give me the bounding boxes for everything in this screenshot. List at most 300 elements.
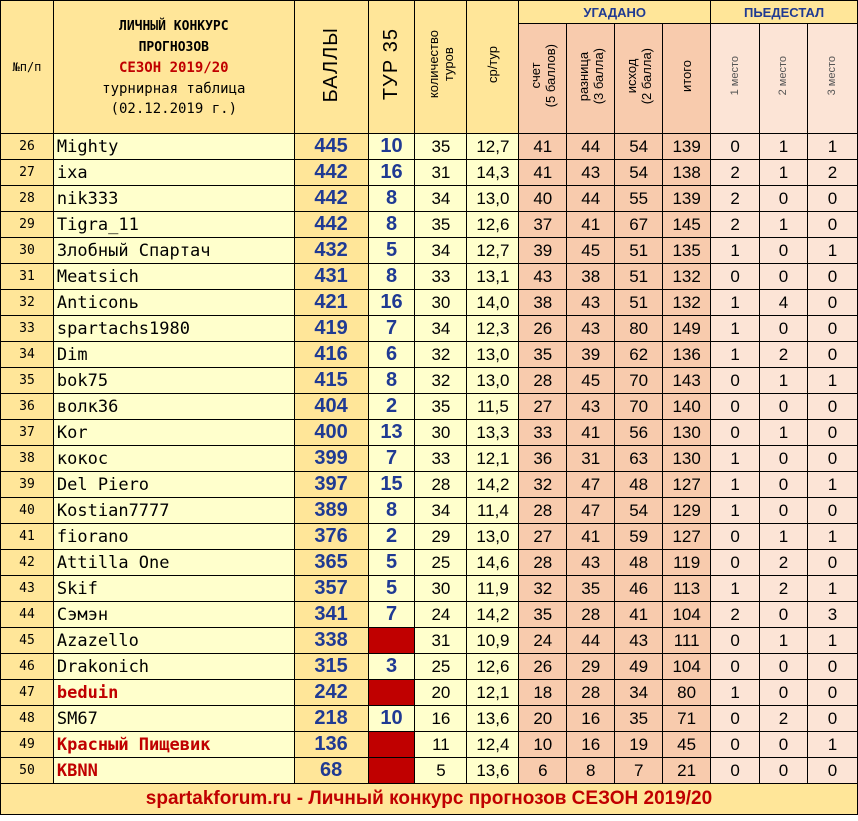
tours-count-cell: 25 (415, 654, 467, 680)
points-cell: 421 (294, 290, 368, 316)
table-row (1, 342, 858, 368)
tour-score-cell: 7 (368, 316, 415, 342)
standings-body (1, 134, 858, 784)
header-avg (467, 1, 519, 134)
total-guessed-cell: 130 (663, 420, 711, 446)
points-cell: 400 (294, 420, 368, 446)
outcome-guessed-cell: 54 (615, 160, 663, 186)
total-guessed-cell: 127 (663, 472, 711, 498)
table-row (1, 420, 858, 446)
place2-count-cell: 1 (760, 628, 808, 654)
avg-per-tour-cell: 14,6 (467, 550, 519, 576)
row-number: 47 (1, 680, 54, 706)
header-diff (567, 24, 615, 134)
avg-per-tour-cell: 13,3 (467, 420, 519, 446)
points-cell: 404 (294, 394, 368, 420)
header-place2-label: 2 место (777, 56, 790, 96)
total-guessed-cell: 135 (663, 238, 711, 264)
row-number: 42 (1, 550, 54, 576)
avg-per-tour-cell: 14,3 (467, 160, 519, 186)
row-number: 43 (1, 576, 54, 602)
header-points (294, 1, 368, 134)
outcome-guessed-cell: 7 (615, 758, 663, 784)
score-guessed-cell: 41 (519, 160, 567, 186)
place1-count-cell: 0 (711, 368, 760, 394)
outcome-guessed-cell: 48 (615, 550, 663, 576)
participant-name: Kostian7777 (53, 498, 294, 524)
diff-guessed-cell: 41 (567, 420, 615, 446)
header-diff-line2: (3 балла) (590, 47, 606, 105)
place2-count-cell: 0 (760, 186, 808, 212)
tours-count-cell: 35 (415, 394, 467, 420)
diff-guessed-cell: 16 (567, 732, 615, 758)
place1-count-cell: 1 (711, 446, 760, 472)
tour-score-cell: 5 (368, 550, 415, 576)
tour-score-cell: 8 (368, 498, 415, 524)
place3-count-cell: 0 (807, 186, 857, 212)
points-cell: 242 (294, 680, 368, 706)
table-row (1, 238, 858, 264)
place3-count-cell: 0 (807, 654, 857, 680)
tour-score-cell: 2 (368, 524, 415, 550)
place1-count-cell: 0 (711, 134, 760, 160)
tour-score-cell: 8 (368, 368, 415, 394)
diff-guessed-cell: 44 (567, 134, 615, 160)
header-tours-count (415, 1, 467, 134)
score-guessed-cell: 27 (519, 524, 567, 550)
avg-per-tour-cell: 13,6 (467, 706, 519, 732)
outcome-guessed-cell: 67 (615, 212, 663, 238)
header-guessed-group: УГАДАНО (519, 1, 711, 24)
tours-count-cell: 33 (415, 446, 467, 472)
row-number: 39 (1, 472, 54, 498)
place3-count-cell: 1 (807, 524, 857, 550)
tour-score-cell: 8 (368, 264, 415, 290)
avg-per-tour-cell: 13,1 (467, 264, 519, 290)
participant-name: Злобный Спартач (53, 238, 294, 264)
tour-score-cell: 3 (368, 654, 415, 680)
header-podium-group: ПЬЕДЕСТАЛ (711, 1, 858, 24)
place1-count-cell: 0 (711, 264, 760, 290)
tours-count-cell: 35 (415, 212, 467, 238)
place3-count-cell: 0 (807, 264, 857, 290)
outcome-guessed-cell: 49 (615, 654, 663, 680)
header-place2 (760, 24, 808, 134)
outcome-guessed-cell: 41 (615, 602, 663, 628)
place1-count-cell: 0 (711, 420, 760, 446)
place3-count-cell: 3 (807, 602, 857, 628)
place3-count-cell: 0 (807, 680, 857, 706)
outcome-guessed-cell: 51 (615, 264, 663, 290)
place1-count-cell: 0 (711, 758, 760, 784)
points-cell: 357 (294, 576, 368, 602)
header-outcome-line2: (2 балла) (638, 47, 654, 105)
total-guessed-cell: 132 (663, 264, 711, 290)
diff-guessed-cell: 44 (567, 628, 615, 654)
participant-name: KBNN (53, 758, 294, 784)
diff-guessed-cell: 43 (567, 550, 615, 576)
row-number: 41 (1, 524, 54, 550)
header-date: (02.12.2019 г.) (110, 100, 238, 117)
diff-guessed-cell: 43 (567, 290, 615, 316)
table-row (1, 394, 858, 420)
total-guessed-cell: 139 (663, 134, 711, 160)
row-number: 48 (1, 706, 54, 732)
place2-count-cell: 1 (760, 212, 808, 238)
place2-count-cell: 1 (760, 420, 808, 446)
footer-caption: spartakforum.ru - Личный конкурс прогнозов СЕЗОН 2019/20 (1, 784, 858, 815)
score-guessed-cell: 35 (519, 602, 567, 628)
place1-count-cell: 1 (711, 316, 760, 342)
total-guessed-cell: 104 (663, 654, 711, 680)
total-guessed-cell: 149 (663, 316, 711, 342)
total-guessed-cell: 136 (663, 342, 711, 368)
participant-name: волк36 (53, 394, 294, 420)
avg-per-tour-cell: 12,3 (467, 316, 519, 342)
points-cell: 399 (294, 446, 368, 472)
score-guessed-cell: 24 (519, 628, 567, 654)
avg-per-tour-cell: 12,6 (467, 212, 519, 238)
score-guessed-cell: 32 (519, 472, 567, 498)
diff-guessed-cell: 47 (567, 498, 615, 524)
score-guessed-cell: 28 (519, 368, 567, 394)
header-total-label: итого (679, 60, 695, 92)
tours-count-cell: 30 (415, 420, 467, 446)
tours-count-cell: 24 (415, 602, 467, 628)
place3-count-cell: 0 (807, 212, 857, 238)
place1-count-cell: 1 (711, 472, 760, 498)
place3-count-cell: 0 (807, 498, 857, 524)
tour-score-cell: 10 (368, 706, 415, 732)
header-subtitle: турнирная таблица (102, 80, 246, 97)
outcome-guessed-cell: 51 (615, 238, 663, 264)
avg-per-tour-cell: 12,1 (467, 680, 519, 706)
table-row (1, 524, 858, 550)
row-number: 26 (1, 134, 54, 160)
tours-count-cell: 30 (415, 576, 467, 602)
participant-name: beduin (53, 680, 294, 706)
participant-name: spartachs1980 (53, 316, 294, 342)
diff-guessed-cell: 8 (567, 758, 615, 784)
header-total (663, 24, 711, 134)
table-row (1, 316, 858, 342)
tours-count-cell: 32 (415, 342, 467, 368)
place2-count-cell: 1 (760, 368, 808, 394)
points-cell: 415 (294, 368, 368, 394)
place3-count-cell: 1 (807, 368, 857, 394)
participant-name: Skif (53, 576, 294, 602)
points-cell: 432 (294, 238, 368, 264)
header-diff-label (576, 48, 606, 104)
tours-count-cell: 11 (415, 732, 467, 758)
row-number: 32 (1, 290, 54, 316)
row-number: 29 (1, 212, 54, 238)
header-title-line1: ЛИЧНЫЙ КОНКУРС (119, 18, 229, 34)
score-guessed-cell: 41 (519, 134, 567, 160)
points-cell: 376 (294, 524, 368, 550)
outcome-guessed-cell: 70 (615, 368, 663, 394)
outcome-guessed-cell: 80 (615, 316, 663, 342)
place2-count-cell: 1 (760, 134, 808, 160)
place3-count-cell: 1 (807, 628, 857, 654)
total-guessed-cell: 119 (663, 550, 711, 576)
place3-count-cell: 1 (807, 576, 857, 602)
header-diff-line1: разница (575, 51, 591, 101)
points-cell: 136 (294, 732, 368, 758)
tour-score-cell: 5 (368, 576, 415, 602)
diff-guessed-cell: 39 (567, 342, 615, 368)
diff-guessed-cell: 44 (567, 186, 615, 212)
points-cell: 338 (294, 628, 368, 654)
place2-count-cell: 0 (760, 758, 808, 784)
points-cell: 365 (294, 550, 368, 576)
total-guessed-cell: 45 (663, 732, 711, 758)
diff-guessed-cell: 43 (567, 160, 615, 186)
score-guessed-cell: 26 (519, 654, 567, 680)
header-tour (368, 1, 415, 134)
place2-count-cell: 4 (760, 290, 808, 316)
avg-per-tour-cell: 10,9 (467, 628, 519, 654)
tours-count-cell: 34 (415, 186, 467, 212)
points-cell: 389 (294, 498, 368, 524)
avg-per-tour-cell: 14,0 (467, 290, 519, 316)
row-number: 31 (1, 264, 54, 290)
table-row (1, 550, 858, 576)
avg-per-tour-cell: 11,4 (467, 498, 519, 524)
points-cell: 442 (294, 212, 368, 238)
place2-count-cell: 0 (760, 602, 808, 628)
header-outcome (615, 24, 663, 134)
diff-guessed-cell: 41 (567, 524, 615, 550)
header-avg-label: ср/тур (485, 45, 501, 84)
avg-per-tour-cell: 13,0 (467, 524, 519, 550)
table-row (1, 602, 858, 628)
row-number: 28 (1, 186, 54, 212)
diff-guessed-cell: 43 (567, 316, 615, 342)
score-guessed-cell: 26 (519, 316, 567, 342)
diff-guessed-cell: 45 (567, 368, 615, 394)
table-row (1, 758, 858, 784)
participant-name: Tigra_11 (53, 212, 294, 238)
tours-count-cell: 32 (415, 368, 467, 394)
tour-score-cell (368, 628, 415, 654)
score-guessed-cell: 32 (519, 576, 567, 602)
participant-name: Anticonь (53, 290, 294, 316)
diff-guessed-cell: 45 (567, 238, 615, 264)
place2-count-cell: 0 (760, 264, 808, 290)
place1-count-cell: 0 (711, 628, 760, 654)
table-row (1, 576, 858, 602)
place1-count-cell: 1 (711, 498, 760, 524)
score-guessed-cell: 36 (519, 446, 567, 472)
tour-score-cell: 10 (368, 134, 415, 160)
tours-count-cell: 25 (415, 550, 467, 576)
participant-name: Meatsich (53, 264, 294, 290)
place1-count-cell: 0 (711, 706, 760, 732)
points-cell: 431 (294, 264, 368, 290)
participant-name: Drakonich (53, 654, 294, 680)
place3-count-cell: 0 (807, 342, 857, 368)
place3-count-cell: 0 (807, 706, 857, 732)
header-place1-label: 1 место (729, 56, 742, 96)
score-guessed-cell: 35 (519, 342, 567, 368)
avg-per-tour-cell: 12,4 (467, 732, 519, 758)
place2-count-cell: 2 (760, 342, 808, 368)
place3-count-cell: 2 (807, 160, 857, 186)
outcome-guessed-cell: 55 (615, 186, 663, 212)
place3-count-cell: 0 (807, 394, 857, 420)
header-outcome-line1: исход (623, 58, 639, 94)
table-row (1, 680, 858, 706)
diff-guessed-cell: 43 (567, 394, 615, 420)
place1-count-cell: 1 (711, 238, 760, 264)
place2-count-cell: 1 (760, 160, 808, 186)
outcome-guessed-cell: 46 (615, 576, 663, 602)
place1-count-cell: 1 (711, 342, 760, 368)
tour-score-cell (368, 680, 415, 706)
table-row (1, 706, 858, 732)
tour-score-cell: 16 (368, 160, 415, 186)
tour-score-cell: 16 (368, 290, 415, 316)
participant-name: ixa (53, 160, 294, 186)
row-number: 37 (1, 420, 54, 446)
points-cell: 442 (294, 160, 368, 186)
total-guessed-cell: 71 (663, 706, 711, 732)
total-guessed-cell: 111 (663, 628, 711, 654)
outcome-guessed-cell: 54 (615, 498, 663, 524)
row-number: 46 (1, 654, 54, 680)
row-number: 50 (1, 758, 54, 784)
table-row (1, 628, 858, 654)
tours-count-cell: 31 (415, 160, 467, 186)
place2-count-cell: 0 (760, 238, 808, 264)
avg-per-tour-cell: 13,0 (467, 368, 519, 394)
table-row (1, 160, 858, 186)
participant-name: nik333 (53, 186, 294, 212)
outcome-guessed-cell: 62 (615, 342, 663, 368)
total-guessed-cell: 139 (663, 186, 711, 212)
tour-score-cell (368, 758, 415, 784)
place1-count-cell: 2 (711, 212, 760, 238)
avg-per-tour-cell: 11,9 (467, 576, 519, 602)
avg-per-tour-cell: 12,7 (467, 238, 519, 264)
points-cell: 442 (294, 186, 368, 212)
place2-count-cell: 0 (760, 472, 808, 498)
tour-score-cell: 2 (368, 394, 415, 420)
avg-per-tour-cell: 14,2 (467, 472, 519, 498)
avg-per-tour-cell: 13,6 (467, 758, 519, 784)
diff-guessed-cell: 31 (567, 446, 615, 472)
table-row (1, 498, 858, 524)
score-guessed-cell: 28 (519, 550, 567, 576)
score-guessed-cell: 33 (519, 420, 567, 446)
score-guessed-cell: 38 (519, 290, 567, 316)
diff-guessed-cell: 38 (567, 264, 615, 290)
header-points-label: БАЛЛЫ (319, 26, 342, 103)
avg-per-tour-cell: 12,7 (467, 134, 519, 160)
total-guessed-cell: 130 (663, 446, 711, 472)
place3-count-cell: 0 (807, 420, 857, 446)
diff-guessed-cell: 47 (567, 472, 615, 498)
tours-count-cell: 34 (415, 498, 467, 524)
table-row (1, 212, 858, 238)
total-guessed-cell: 129 (663, 498, 711, 524)
tours-count-cell: 20 (415, 680, 467, 706)
place3-count-cell: 0 (807, 290, 857, 316)
place1-count-cell: 2 (711, 186, 760, 212)
points-cell: 341 (294, 602, 368, 628)
tour-score-cell: 15 (368, 472, 415, 498)
outcome-guessed-cell: 34 (615, 680, 663, 706)
total-guessed-cell: 104 (663, 602, 711, 628)
points-cell: 218 (294, 706, 368, 732)
tour-score-cell: 5 (368, 238, 415, 264)
avg-per-tour-cell: 12,1 (467, 446, 519, 472)
row-number: 34 (1, 342, 54, 368)
score-guessed-cell: 43 (519, 264, 567, 290)
avg-per-tour-cell: 13,0 (467, 342, 519, 368)
diff-guessed-cell: 41 (567, 212, 615, 238)
outcome-guessed-cell: 43 (615, 628, 663, 654)
header-score (519, 24, 567, 134)
tour-score-cell (368, 732, 415, 758)
tours-count-cell: 28 (415, 472, 467, 498)
place2-count-cell: 0 (760, 732, 808, 758)
table-row (1, 290, 858, 316)
header-place3-label: 3 место (826, 56, 839, 96)
header-num (1, 1, 54, 134)
place3-count-cell: 1 (807, 134, 857, 160)
points-cell: 445 (294, 134, 368, 160)
row-number: 36 (1, 394, 54, 420)
place1-count-cell: 0 (711, 654, 760, 680)
points-cell: 419 (294, 316, 368, 342)
table-row (1, 368, 858, 394)
diff-guessed-cell: 28 (567, 680, 615, 706)
header-tours-count-line1: количество (425, 30, 441, 99)
place2-count-cell: 2 (760, 576, 808, 602)
outcome-guessed-cell: 19 (615, 732, 663, 758)
score-guessed-cell: 27 (519, 394, 567, 420)
diff-guessed-cell: 28 (567, 602, 615, 628)
avg-per-tour-cell: 11,5 (467, 394, 519, 420)
place3-count-cell: 0 (807, 316, 857, 342)
participant-name: Mighty (53, 134, 294, 160)
tours-count-cell: 16 (415, 706, 467, 732)
place2-count-cell: 0 (760, 446, 808, 472)
score-guessed-cell: 6 (519, 758, 567, 784)
place1-count-cell: 1 (711, 290, 760, 316)
outcome-guessed-cell: 59 (615, 524, 663, 550)
avg-per-tour-cell: 12,6 (467, 654, 519, 680)
participant-name: Красный Пищевик (53, 732, 294, 758)
header-place1 (711, 24, 760, 134)
diff-guessed-cell: 35 (567, 576, 615, 602)
place1-count-cell: 0 (711, 732, 760, 758)
place1-count-cell: 0 (711, 524, 760, 550)
tours-count-cell: 31 (415, 628, 467, 654)
tours-count-cell: 29 (415, 524, 467, 550)
participant-name: Kor (53, 420, 294, 446)
diff-guessed-cell: 29 (567, 654, 615, 680)
place3-count-cell: 1 (807, 472, 857, 498)
participant-name: Azazello (53, 628, 294, 654)
place3-count-cell: 1 (807, 238, 857, 264)
header-season: СЕЗОН 2019/20 (119, 59, 229, 76)
total-guessed-cell: 132 (663, 290, 711, 316)
place2-count-cell: 2 (760, 550, 808, 576)
score-guessed-cell: 39 (519, 238, 567, 264)
